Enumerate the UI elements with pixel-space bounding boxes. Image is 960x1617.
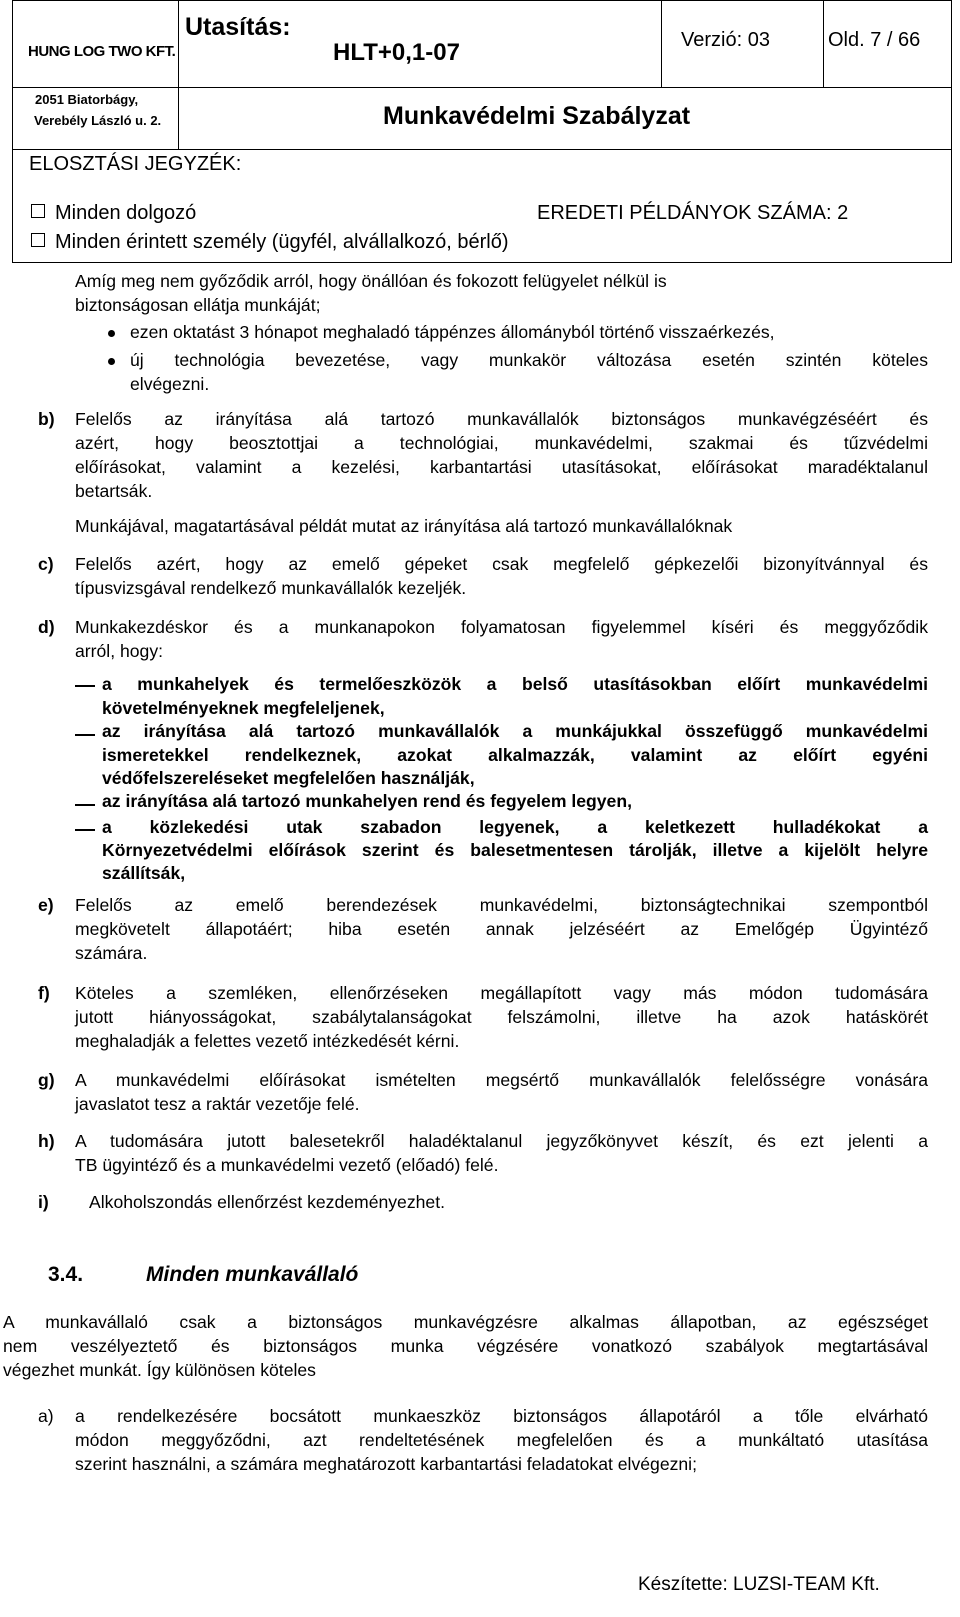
version: Verzió: 03 — [681, 29, 770, 51]
text-line: szerint használni, a számára meghatározott karbantartási feladatokat elvégezni; — [75, 1454, 697, 1474]
text-line: előírásokat, valamint a kezelési, karbantartási utasításokat, előírásokat maradéktalanul — [75, 457, 928, 477]
distribution-item: Minden dolgozó — [31, 202, 196, 225]
distribution-list — [13, 149, 951, 263]
header-row-middle — [13, 87, 951, 150]
divider — [823, 1, 824, 87]
text-line: Felelős az emelő berendezések munkavédelmi, biztonságtechnikai szempontból — [75, 895, 928, 915]
text-line: A tudomására jutott balesetekről haladéktalanul jegyzőkönyvet készít, és ezt jelenti a — [75, 1131, 928, 1151]
dash-text: a munkahelyek és termelőeszközök a belső utasításokban előírt munkavédelmi — [102, 674, 928, 694]
item-label: h) — [38, 1131, 55, 1151]
text-line: meghaladják a felettes vezető intézkedését kérni. — [75, 1031, 460, 1051]
dash-text: a közlekedési utak szabadon legyenek, a keletkezett hulladékokat a — [102, 817, 928, 837]
document-code: HLT+0,1-07 — [333, 39, 460, 66]
text-line: Köteles a szemléken, ellenőrzéseken megállapított vagy más módon tudomására — [75, 983, 928, 1003]
text-line: nem veszélyeztető és biztonságos munka végzésére vonatkozó szabályok megtartásával — [3, 1336, 928, 1356]
divider — [178, 87, 179, 149]
text-line: Amíg meg nem győződik arról, hogy önállóan és fokozott felügyelet nélkül is — [75, 271, 667, 291]
text-line: jutott hiányosságokat, szabálytalanságokat felszámolni, illetve ha azok hatáskörét — [75, 1007, 928, 1027]
item-label: f) — [38, 983, 50, 1003]
text-line: arról, hogy: — [75, 641, 164, 661]
bullet-text: ezen oktatást 3 hónapot meghaladó táppénzes állományból történő visszaérkezés, — [130, 322, 775, 342]
item-label: d) — [38, 617, 55, 637]
checkbox-icon — [31, 204, 45, 218]
text-line: végezhet munkát. Így különösen köteles — [3, 1360, 316, 1380]
dash-text: ismeretekkel rendelkeznek, azokat alkalmazzák, valamint az előírt egyéni — [102, 745, 928, 765]
dash-text: védőfelszereléseket megfelelően használják, — [102, 768, 475, 788]
dash-text: követelményeknek megfeleljenek, — [102, 698, 385, 718]
section-number: 3.4. — [48, 1263, 84, 1286]
bullet-text: új technológia bevezetése, vagy munkakör változása esetén szintén köteles — [130, 350, 928, 370]
item-label: b) — [38, 409, 55, 429]
item-label: a) — [38, 1406, 54, 1426]
text-line: biztonságosan ellátja munkáját; — [75, 295, 321, 315]
instruction-label: Utasítás: — [185, 13, 291, 41]
page-number: Old. 7 / 66 — [828, 29, 921, 51]
item-label: e) — [38, 895, 54, 915]
item-label: i) — [38, 1192, 49, 1212]
item-label: c) — [38, 554, 54, 574]
dash-text: az irányítása alá tartozó munkavállalók a munkájukkal összefüggő munkavédelmi — [102, 721, 928, 741]
distribution-item: Minden érintett személy (ügyfél, alvállalkozó, bérlő) — [31, 231, 509, 254]
text-line: Munkakezdéskor és a munkanapokon folyamatosan figyelemmel kíséri és meggyőződik — [75, 617, 928, 637]
divider — [661, 1, 662, 87]
text-line: A munkavédelmi előírásokat ismételten megsértő munkavállalók felelősségre vonására — [75, 1070, 928, 1090]
text-line: Felelős az irányítása alá tartozó munkavállalók biztonságos munkavégzéséért és — [75, 409, 928, 429]
bullet-text: elvégezni. — [130, 374, 210, 394]
text-line: betartsák. — [75, 481, 153, 501]
document-title: Munkavédelmi Szabályzat — [383, 102, 691, 130]
section-title: Minden munkavállaló — [146, 1263, 359, 1286]
text-line: A munkavállaló csak a biztonságos munkavégzésre alkalmas állapotban, az egészséget — [3, 1312, 928, 1332]
company-name: HUNG LOG TWO KFT. — [28, 43, 176, 60]
prepared-by: Készítette: LUZSI-TEAM Kft. — [638, 1574, 880, 1595]
bullet-icon — [108, 358, 115, 365]
distribution-title: ELOSZTÁSI JEGYZÉK: — [29, 153, 242, 175]
text-line: Felelős azért, hogy az emelő gépeket csak megfelelő gépkezelői bizonyítvánnyal és — [75, 554, 928, 574]
dash-icon — [75, 734, 95, 736]
text-line: számára. — [75, 943, 148, 963]
dash-text: az irányítása alá tartozó munkahelyen rend és fegyelem legyen, — [102, 791, 632, 811]
address-line-1: 2051 Biatorbágy, — [35, 92, 139, 107]
header-row-top — [13, 1, 951, 88]
address-line-2: Verebély László u. 2. — [34, 113, 162, 128]
dash-text: Környezetvédelmi előírások szerint és balesetmentesen tárolják, illetve a kijelölt helyre — [102, 840, 928, 860]
text-line: típusvizsgával rendelkező munkavállalók kezeljék. — [75, 578, 467, 598]
text-line: TB ügyintéző és a munkavédelmi vezető (előadó) felé. — [75, 1155, 499, 1175]
dash-text: szállítsák, — [102, 863, 186, 883]
dash-icon — [75, 829, 95, 831]
text-line: a rendelkezésére bocsátott munkaeszköz biztonságos állapotáról a tőle elvárható — [75, 1406, 928, 1426]
text-line: azért, hogy beosztottjai a technológiai, munkavédelmi, szakmai és tűzvédelmi — [75, 433, 928, 453]
text-line: Alkoholszondás ellenőrzést kezdeményezhet. — [89, 1192, 445, 1212]
checkbox-icon — [31, 233, 45, 247]
text-line: Munkájával, magatartásával példát mutat az irányítása alá tartozó munkavállalóknak — [75, 516, 733, 536]
bullet-icon — [108, 330, 115, 337]
dash-icon — [75, 804, 95, 806]
divider — [178, 1, 179, 87]
text-line: módon meggyőződni, azt rendeltetésének megfelelően és a munkáltató utasítása — [75, 1430, 928, 1450]
dash-icon — [75, 685, 95, 687]
document-header — [12, 0, 952, 263]
text-line: javaslatot tesz a raktár vezetője felé. — [75, 1094, 360, 1114]
item-label: g) — [38, 1070, 55, 1090]
text-line: megkövetelt állapotáért; hiba esetén annak jelzéséért az Emelőgép Ügyintéző — [75, 919, 928, 939]
original-copies: EREDETI PÉLDÁNYOK SZÁMA: 2 — [537, 202, 849, 224]
